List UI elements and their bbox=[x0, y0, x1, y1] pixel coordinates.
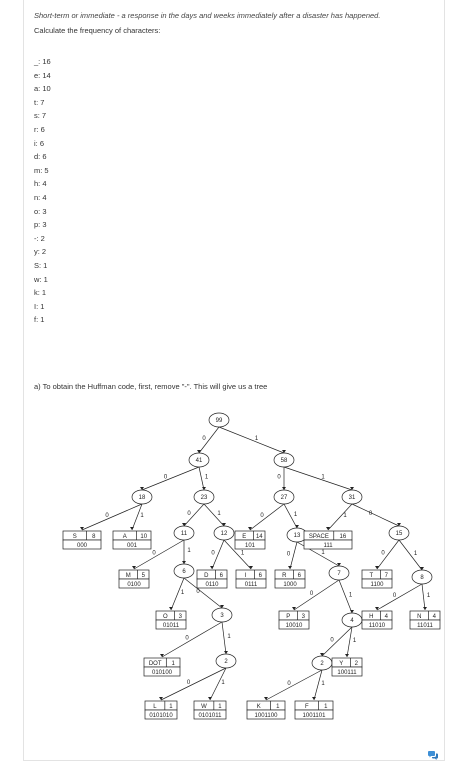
edge-arrow bbox=[282, 487, 286, 490]
edge-bit-label: 0 bbox=[392, 593, 397, 599]
edge-bit-label: 0 bbox=[368, 511, 373, 517]
tree-edge bbox=[219, 427, 284, 453]
leaf-count: 6 bbox=[258, 573, 262, 579]
leaf-symbol: S bbox=[72, 534, 77, 540]
leaf-code: 000 bbox=[76, 543, 88, 549]
edge-bit-label: 0 bbox=[202, 436, 206, 442]
edge-bit-label: 1 bbox=[221, 680, 225, 686]
intro-text: Short-term or immediate - a response in the days and weeks immediately after a disaster has happened. bbox=[34, 11, 381, 20]
frequency-item: y: 2 bbox=[34, 247, 47, 257]
tree-node-label: 27 bbox=[280, 495, 288, 501]
frequency-item: n: 4 bbox=[34, 192, 47, 202]
frequency-item: o: 3 bbox=[34, 206, 47, 216]
leaf-symbol: L bbox=[153, 704, 157, 710]
tree-node-label: 3 bbox=[220, 613, 224, 619]
edge-bit-label: 1 bbox=[321, 681, 325, 687]
tree-node-label: 31 bbox=[348, 495, 356, 501]
edge-bit-label: 0 bbox=[152, 550, 156, 557]
frequency-item: i: 6 bbox=[34, 138, 45, 148]
leaf-code: 101 bbox=[244, 543, 256, 549]
leaf-count: 4 bbox=[384, 614, 388, 620]
leaf-code: 001 bbox=[126, 543, 138, 549]
leaf-count: 1 bbox=[218, 704, 222, 710]
edge-bit-label: 0 bbox=[196, 589, 200, 595]
edge-bit-label: 0 bbox=[163, 474, 168, 481]
leaf-symbol: H bbox=[369, 614, 374, 620]
leaf-code: 10010 bbox=[285, 623, 303, 629]
leaf-code: 1000 bbox=[283, 582, 297, 588]
tree-node-label: 12 bbox=[220, 531, 228, 537]
leaf-code: 0111 bbox=[244, 582, 258, 588]
leaf-symbol: A bbox=[122, 534, 127, 540]
tree-edge bbox=[399, 540, 422, 570]
frequency-item: m: 5 bbox=[34, 165, 49, 175]
tree-node-label: 15 bbox=[395, 531, 403, 537]
tree-edge bbox=[328, 504, 352, 530]
tree-edge bbox=[222, 622, 226, 654]
frequency-item: f: 1 bbox=[34, 315, 45, 325]
leaf-code: 0101010 bbox=[149, 713, 173, 719]
tree-edge bbox=[322, 627, 352, 656]
tree-node-label: 8 bbox=[420, 575, 424, 581]
edge-bit-label: 1 bbox=[321, 474, 325, 481]
leaf-symbol: K bbox=[256, 704, 261, 710]
edge-bit-label: 1 bbox=[413, 551, 418, 557]
leaf-symbol: M bbox=[125, 573, 131, 579]
edge-arrow bbox=[312, 697, 316, 700]
edge-bit-label: 0 bbox=[187, 511, 191, 517]
leaf-symbol: R bbox=[282, 573, 287, 579]
part-a-text: a) To obtain the Huffman code, first, remove "-". This will give us a tree bbox=[34, 382, 268, 391]
huffman-tree-svg bbox=[54, 405, 436, 750]
tree-node-label: 11 bbox=[180, 531, 188, 537]
tree-edge bbox=[199, 467, 204, 490]
leaf-code: 010100 bbox=[151, 670, 173, 676]
leaf-code: 111 bbox=[323, 543, 333, 549]
edge-bit-label: 0 bbox=[260, 513, 264, 519]
edge-bit-label: 0 bbox=[287, 681, 291, 687]
leaf-count: 1 bbox=[169, 704, 173, 710]
leaf-count: 1 bbox=[276, 704, 280, 710]
edge-bit-label: 1 bbox=[204, 474, 209, 481]
leaf-symbol: W bbox=[201, 704, 207, 710]
edge-bit-label: 1 bbox=[217, 511, 221, 517]
frequency-item: a: 10 bbox=[34, 84, 51, 94]
edge-arrow bbox=[295, 525, 299, 528]
tree-edge bbox=[142, 467, 199, 490]
leaf-symbol: T bbox=[369, 573, 374, 579]
edge-bit-label: 1 bbox=[180, 590, 185, 596]
tree-node-label: 41 bbox=[195, 458, 203, 464]
tree-node-label: 99 bbox=[215, 418, 223, 424]
frequency-item: I: 1 bbox=[34, 301, 45, 311]
tree-node-label: 6 bbox=[182, 569, 186, 575]
edge-arrow bbox=[345, 654, 349, 657]
edge-bit-label: 1 bbox=[227, 634, 231, 640]
frequency-list bbox=[34, 55, 51, 327]
frequency-item: e: 14 bbox=[34, 70, 51, 80]
leaf-count: 14 bbox=[255, 534, 263, 540]
huffman-tree bbox=[54, 405, 436, 750]
tree-node-label: 13 bbox=[293, 533, 301, 539]
leaf-count: 10 bbox=[140, 534, 148, 540]
leaf-symbol: DOT bbox=[148, 661, 162, 667]
frequency-item: -: 2 bbox=[34, 233, 45, 243]
tree-edge bbox=[250, 504, 284, 530]
leaf-count: 3 bbox=[178, 614, 182, 620]
edge-bit-label: 0 bbox=[186, 680, 191, 686]
leaf-symbol: Y bbox=[339, 661, 344, 667]
tree-node-label: 18 bbox=[138, 495, 146, 501]
leaf-count: 1 bbox=[324, 704, 328, 710]
edge-bit-label: 1 bbox=[426, 593, 431, 599]
edge-arrow bbox=[202, 487, 206, 490]
leaf-count: 1 bbox=[171, 661, 175, 667]
edge-arrow bbox=[224, 651, 228, 654]
frequency-item: w: 1 bbox=[34, 274, 48, 284]
tree-edge bbox=[290, 542, 297, 569]
edge-arrow bbox=[292, 607, 296, 610]
leaf-code: 1001101 bbox=[302, 713, 326, 719]
leaf-symbol: P bbox=[286, 614, 291, 620]
leaf-symbol: SPACE bbox=[308, 534, 329, 540]
answer-card bbox=[23, 0, 445, 761]
leaf-count: 6 bbox=[219, 573, 223, 579]
leaf-code: 11011 bbox=[417, 623, 433, 629]
frequency-item: s: 7 bbox=[34, 111, 47, 121]
edge-arrow bbox=[169, 607, 173, 610]
frequency-item: S: 1 bbox=[34, 260, 48, 270]
leaf-code: 11010 bbox=[368, 623, 386, 629]
edge-arrow bbox=[210, 566, 214, 569]
calculate-heading: Calculate the frequency of characters: bbox=[34, 26, 161, 35]
edge-bit-label: 1 bbox=[187, 548, 191, 554]
edge-bit-label: 1 bbox=[140, 513, 144, 519]
frequency-item: t: 7 bbox=[34, 97, 45, 107]
frequency-item: p: 3 bbox=[34, 220, 47, 230]
leaf-count: 4 bbox=[432, 614, 436, 620]
tree-edge bbox=[284, 467, 352, 490]
tree-edge bbox=[377, 540, 399, 569]
edge-bit-label: 1 bbox=[293, 512, 298, 518]
edge-bit-label: 0 bbox=[277, 474, 281, 481]
edge-bit-label: 1 bbox=[343, 513, 347, 519]
tree-edge bbox=[352, 504, 399, 526]
leaf-symbol: D bbox=[204, 573, 209, 579]
leaf-code: 1001100 bbox=[254, 713, 278, 719]
edge-arrow bbox=[423, 607, 427, 610]
edge-arrow bbox=[208, 697, 212, 700]
tree-node-label: 23 bbox=[200, 495, 208, 501]
leaf-count: 8 bbox=[92, 534, 96, 540]
tree-edge bbox=[266, 670, 322, 700]
edge-bit-label: 0 bbox=[330, 637, 334, 644]
tree-node-label: 4 bbox=[350, 618, 354, 624]
leaf-count: 16 bbox=[339, 534, 347, 540]
leaf-count: 6 bbox=[297, 573, 301, 579]
edge-arrow bbox=[182, 561, 186, 564]
leaf-symbol: E bbox=[242, 534, 247, 540]
leaf-count: 7 bbox=[384, 573, 388, 579]
frequency-item: k: 1 bbox=[34, 288, 47, 298]
tree-edge bbox=[204, 504, 224, 526]
leaf-code: 100111 bbox=[337, 670, 357, 676]
edge-bit-label: 1 bbox=[240, 550, 245, 557]
edge-bit-label: 1 bbox=[352, 638, 357, 644]
leaf-symbol: O bbox=[162, 614, 168, 620]
edge-arrow bbox=[288, 566, 292, 569]
frequency-item: h: 4 bbox=[34, 179, 47, 189]
edge-bit-label: 0 bbox=[105, 513, 109, 519]
leaf-code: 0110 bbox=[205, 582, 219, 588]
leaf-code: 0101011 bbox=[198, 713, 222, 719]
edge-bit-label: 0 bbox=[211, 550, 215, 557]
edge-bit-label: 0 bbox=[309, 591, 314, 597]
edge-bit-label: 0 bbox=[185, 635, 189, 642]
leaf-symbol: F bbox=[304, 704, 309, 710]
tree-edge bbox=[82, 504, 142, 530]
leaf-count: 2 bbox=[354, 661, 358, 667]
leaf-code: 01011 bbox=[162, 623, 180, 629]
frequency-item: _: 16 bbox=[34, 57, 51, 66]
edge-bit-label: 0 bbox=[286, 551, 291, 558]
frequency-item: r: 6 bbox=[34, 124, 45, 134]
leaf-count: 5 bbox=[141, 573, 145, 579]
leaf-count: 3 bbox=[301, 614, 305, 620]
tree-node-label: 58 bbox=[280, 458, 288, 464]
edge-bit-label: 1 bbox=[254, 436, 259, 442]
frequency-item: d: 6 bbox=[34, 152, 47, 162]
edge-arrow bbox=[350, 610, 354, 613]
tree-node-label: 2 bbox=[224, 659, 228, 665]
tree-node-label: 2 bbox=[320, 661, 324, 667]
edge-bit-label: 1 bbox=[321, 550, 325, 556]
tree-node-label: 7 bbox=[337, 571, 341, 577]
leaf-code: 1100 bbox=[370, 582, 384, 588]
edge-arrow bbox=[130, 527, 134, 530]
leaf-code: 0100 bbox=[127, 582, 141, 588]
edge-bit-label: 0 bbox=[381, 550, 385, 557]
leaf-symbol: I bbox=[244, 573, 247, 579]
chat-bubbles-icon[interactable] bbox=[428, 750, 438, 760]
edge-bit-label: 1 bbox=[348, 592, 353, 599]
leaf-symbol: N bbox=[417, 614, 422, 620]
tree-edge bbox=[422, 584, 425, 610]
